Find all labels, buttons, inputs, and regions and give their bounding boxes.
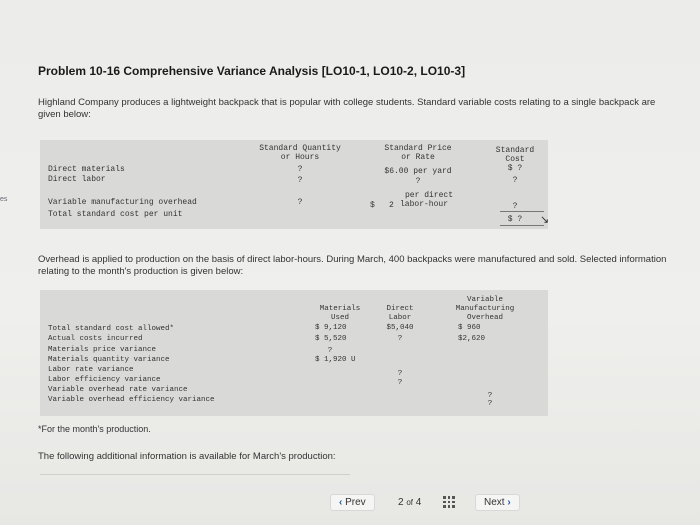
total-rule bbox=[500, 225, 544, 226]
variable-overhead-price-unit-2: labor-hour bbox=[400, 200, 449, 209]
additional-info: The following additional information is available for March's production: bbox=[38, 451, 336, 462]
grid-icon[interactable] bbox=[443, 496, 455, 508]
materials-quantity-variance: $ 1,920 U bbox=[315, 356, 356, 364]
row-label-materials-price-variance: Materials price variance bbox=[48, 346, 157, 354]
header-standard-quantity: Standard Quantity bbox=[259, 144, 341, 153]
standards-table bbox=[40, 140, 548, 229]
materials-standard-cost-allowed: $ 9,120 bbox=[315, 324, 347, 332]
header-used: Used bbox=[330, 314, 349, 322]
row-label-materials-quantity-variance: Materials quantity variance bbox=[48, 356, 170, 364]
row-label-direct-labor: Direct labor bbox=[48, 175, 106, 184]
production-table bbox=[40, 290, 548, 416]
variable-overhead-price-dollar: $ bbox=[370, 201, 375, 210]
header-or-hours: or Hours bbox=[280, 153, 320, 162]
direct-labor-price: ? bbox=[415, 177, 421, 186]
variable-overhead-qty: ? bbox=[297, 198, 303, 207]
header-standard: Standard bbox=[495, 146, 535, 155]
labor-actual-costs: ? bbox=[397, 335, 403, 343]
header-labor: Labor bbox=[388, 314, 412, 322]
overhead-paragraph: Overhead is applied to production on the basis of direct labor-hours. During March, 400 backpacks were manufactured and sold. Selected information relating to the month's production is given below: bbox=[38, 254, 667, 277]
overhead-standard-cost-allowed: $ 960 bbox=[458, 324, 481, 332]
header-standard-price: Standard Price bbox=[384, 144, 452, 153]
labor-rate-variance: ? bbox=[397, 370, 403, 378]
footnote: *For the month's production. bbox=[38, 424, 151, 434]
overhead-actual-costs: $2,620 bbox=[458, 335, 486, 343]
side-mark: es bbox=[0, 196, 8, 203]
direct-materials-cost: $ ? bbox=[507, 164, 523, 173]
header-overhead: Overhead bbox=[466, 314, 503, 322]
header-cost: Cost bbox=[505, 155, 525, 164]
total-standard-cost: $ ? bbox=[507, 215, 523, 224]
subtotal-rule bbox=[500, 211, 544, 212]
row-label-variable-overhead-efficiency-variance: Variable overhead efficiency variance bbox=[48, 396, 215, 404]
header-or-rate: or Rate bbox=[401, 153, 435, 162]
variable-overhead-efficiency-variance: ? bbox=[487, 400, 493, 408]
direct-materials-qty: ? bbox=[297, 165, 303, 174]
prev-button[interactable] bbox=[330, 494, 375, 511]
page-current: 2 bbox=[398, 497, 404, 508]
direct-labor-cost: ? bbox=[512, 176, 518, 185]
page-indicator bbox=[398, 497, 421, 508]
header-direct: Direct bbox=[386, 305, 414, 313]
labor-efficiency-variance: ? bbox=[397, 379, 403, 387]
header-variable: Variable bbox=[466, 296, 503, 304]
row-label-variable-overhead: Variable manufacturing overhead bbox=[48, 198, 197, 207]
prev-label: Prev bbox=[345, 497, 366, 508]
page-total: 4 bbox=[415, 497, 422, 508]
variable-overhead-price-unit-1: per direct bbox=[405, 191, 454, 200]
direct-labor-qty: ? bbox=[297, 176, 303, 185]
row-label-total-standard-cost: Total standard cost per unit bbox=[48, 210, 183, 219]
row-label-labor-efficiency-variance: Labor efficiency variance bbox=[48, 376, 161, 384]
page-of: of bbox=[406, 498, 414, 507]
variable-overhead-price-number: 2 bbox=[389, 201, 394, 210]
row-label-actual-costs-incurred: Actual costs incurred bbox=[48, 335, 143, 343]
row-label-total-standard-cost-allowed: Total standard cost allowed* bbox=[48, 325, 175, 333]
row-label-variable-overhead-rate-variance: Variable overhead rate variance bbox=[48, 386, 188, 394]
chevron-right-icon: › bbox=[507, 497, 511, 508]
chevron-left-icon: ‹ bbox=[339, 497, 343, 508]
header-manufacturing: Manufacturing bbox=[455, 305, 515, 313]
next-label: Next bbox=[484, 497, 505, 508]
problem-title: Problem 10-16 Comprehensive Variance Analysis [LO10-1, LO10-2, LO10-3] bbox=[38, 64, 466, 78]
direct-materials-price: $6.00 per yard bbox=[384, 167, 452, 176]
next-button[interactable] bbox=[475, 494, 520, 511]
divider bbox=[40, 474, 350, 475]
row-label-direct-materials: Direct materials bbox=[48, 165, 125, 174]
header-materials: Materials bbox=[319, 305, 361, 313]
materials-price-variance: ? bbox=[327, 347, 333, 355]
labor-standard-cost-allowed: $5,040 bbox=[386, 324, 414, 332]
problem-intro: Highland Company produces a lightweight backpack that is popular with college students. Standard variable costs relating to a single backpack are given below: bbox=[38, 97, 656, 120]
cursor-arrow-icon: ↘ bbox=[540, 214, 550, 226]
variable-overhead-cost: ? bbox=[512, 202, 518, 211]
row-label-labor-rate-variance: Labor rate variance bbox=[48, 366, 134, 374]
materials-actual-costs: $ 5,520 bbox=[315, 335, 347, 343]
variable-overhead-rate-variance: ? bbox=[487, 392, 493, 400]
